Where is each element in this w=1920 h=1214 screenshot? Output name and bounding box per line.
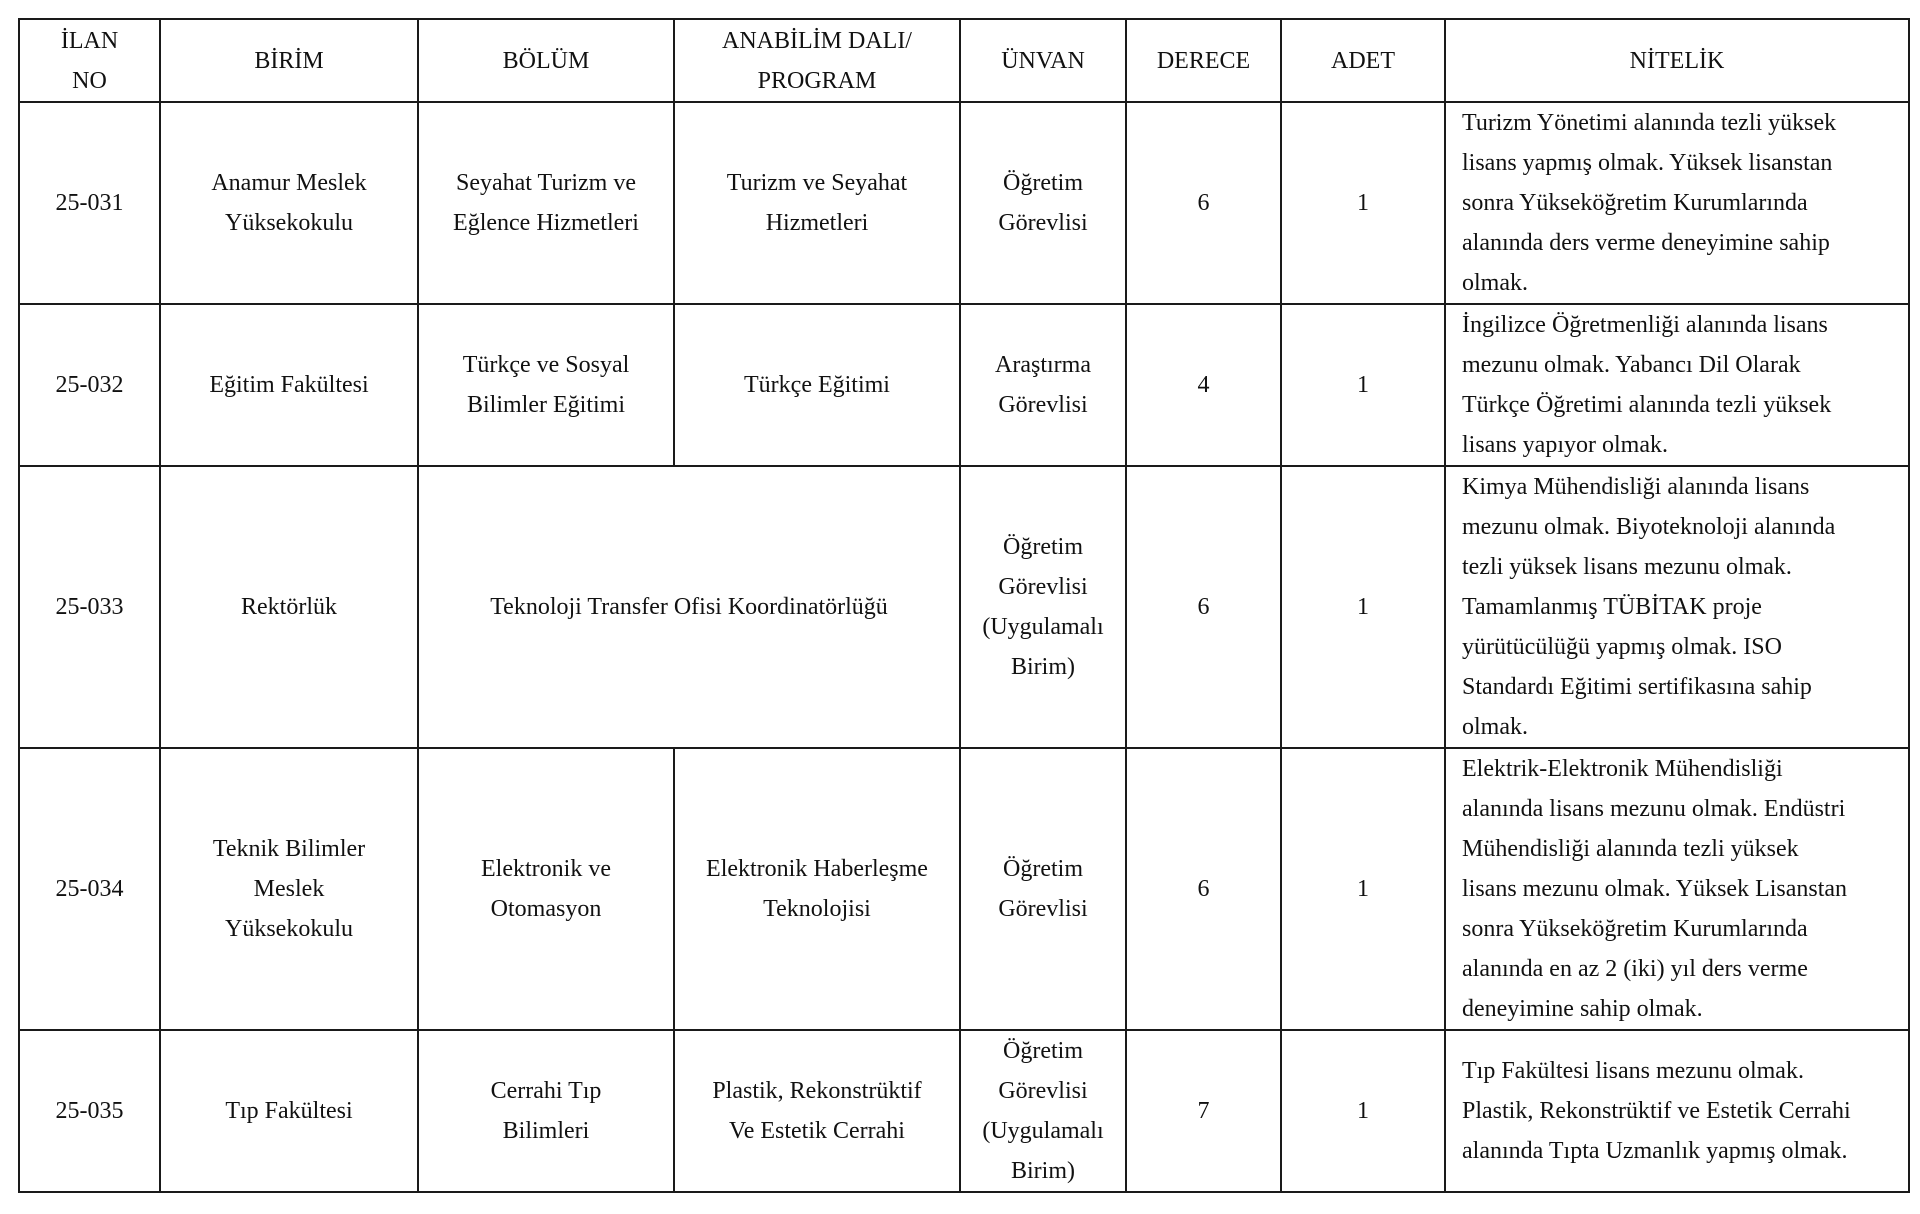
- header-derece: DERECE: [1126, 19, 1281, 102]
- cell-derece: 6: [1126, 102, 1281, 304]
- header-birim: BİRİM: [160, 19, 418, 102]
- cell-ilan-no: 25-035: [19, 1030, 160, 1192]
- table-row: [19, 102, 1909, 304]
- header-nitelik: NİTELİK: [1445, 19, 1909, 102]
- job-listing-table: [18, 18, 1910, 1193]
- cell-unvan: Araştırma Görevlisi: [960, 304, 1126, 466]
- table-row: [19, 1030, 1909, 1192]
- cell-bolum-anabilim-merged: Teknoloji Transfer Ofisi Koordinatörlüğü: [418, 466, 960, 748]
- cell-ilan-no: 25-032: [19, 304, 160, 466]
- header-adet: ADET: [1281, 19, 1445, 102]
- cell-ilan-no: 25-031: [19, 102, 160, 304]
- cell-adet: 1: [1281, 1030, 1445, 1192]
- cell-adet: 1: [1281, 466, 1445, 748]
- cell-bolum: Cerrahi Tıp Bilimleri: [418, 1030, 674, 1192]
- cell-anabilim: Elektronik Haberleşme Teknolojisi: [674, 748, 960, 1030]
- cell-ilan-no: 25-033: [19, 466, 160, 748]
- cell-birim: Rektörlük: [160, 466, 418, 748]
- cell-unvan: Öğretim Görevlisi: [960, 748, 1126, 1030]
- header-unvan: ÜNVAN: [960, 19, 1126, 102]
- cell-nitelik: İngilizce Öğretmenliği alanında lisans mezunu olmak. Yabancı Dil Olarak Türkçe Öğretimi alanında tezli yüksek lisans yapıyor olmak.: [1445, 304, 1909, 466]
- cell-adet: 1: [1281, 102, 1445, 304]
- cell-adet: 1: [1281, 304, 1445, 466]
- header-row: [19, 19, 1909, 102]
- cell-bolum: Türkçe ve Sosyal Bilimler Eğitimi: [418, 304, 674, 466]
- cell-unvan: Öğretim Görevlisi (Uygulamalı Birim): [960, 1030, 1126, 1192]
- table-row: [19, 466, 1909, 748]
- cell-anabilim: Turizm ve Seyahat Hizmetleri: [674, 102, 960, 304]
- header-anabilim: ANABİLİM DALI/ PROGRAM: [674, 19, 960, 102]
- header-ilan-no: İLAN NO: [19, 19, 160, 102]
- cell-unvan: Öğretim Görevlisi (Uygulamalı Birim): [960, 466, 1126, 748]
- cell-adet: 1: [1281, 748, 1445, 1030]
- cell-nitelik: Elektrik-Elektronik Mühendisliği alanında lisans mezunu olmak. Endüstri Mühendisliği alanında tezli yüksek lisans mezunu olmak. Yüksek Lisanstan sonra Yükseköğretim Kurumlarında alanında en az 2 (iki) yıl ders verme deneyimine sahip olmak.: [1445, 748, 1909, 1030]
- cell-unvan: Öğretim Görevlisi: [960, 102, 1126, 304]
- job-listing-table-container: [18, 18, 1910, 1193]
- cell-birim: Teknik Bilimler Meslek Yüksekokulu: [160, 748, 418, 1030]
- cell-bolum: Seyahat Turizm ve Eğlence Hizmetleri: [418, 102, 674, 304]
- cell-derece: 6: [1126, 748, 1281, 1030]
- cell-nitelik: Tıp Fakültesi lisans mezunu olmak. Plastik, Rekonstrüktif ve Estetik Cerrahi alanında Tıpta Uzmanlık yapmış olmak.: [1445, 1030, 1909, 1192]
- table-row: [19, 748, 1909, 1030]
- cell-birim: Anamur Meslek Yüksekokulu: [160, 102, 418, 304]
- cell-nitelik: Turizm Yönetimi alanında tezli yüksek lisans yapmış olmak. Yüksek lisanstan sonra Yükseköğretim Kurumlarında alanında ders verme deneyimine sahip olmak.: [1445, 102, 1909, 304]
- cell-birim: Eğitim Fakültesi: [160, 304, 418, 466]
- cell-birim: Tıp Fakültesi: [160, 1030, 418, 1192]
- cell-derece: 6: [1126, 466, 1281, 748]
- cell-ilan-no: 25-034: [19, 748, 160, 1030]
- cell-bolum: Elektronik ve Otomasyon: [418, 748, 674, 1030]
- cell-nitelik: Kimya Mühendisliği alanında lisans mezunu olmak. Biyoteknoloji alanında tezli yüksek lisans mezunu olmak. Tamamlanmış TÜBİTAK proje yürütücülüğü yapmış olmak. ISO Standardı Eğitimi sertifikasına sahip olmak.: [1445, 466, 1909, 748]
- header-bolum: BÖLÜM: [418, 19, 674, 102]
- cell-anabilim: Plastik, Rekonstrüktif Ve Estetik Cerrahi: [674, 1030, 960, 1192]
- cell-derece: 7: [1126, 1030, 1281, 1192]
- table-row: [19, 304, 1909, 466]
- cell-derece: 4: [1126, 304, 1281, 466]
- cell-anabilim: Türkçe Eğitimi: [674, 304, 960, 466]
